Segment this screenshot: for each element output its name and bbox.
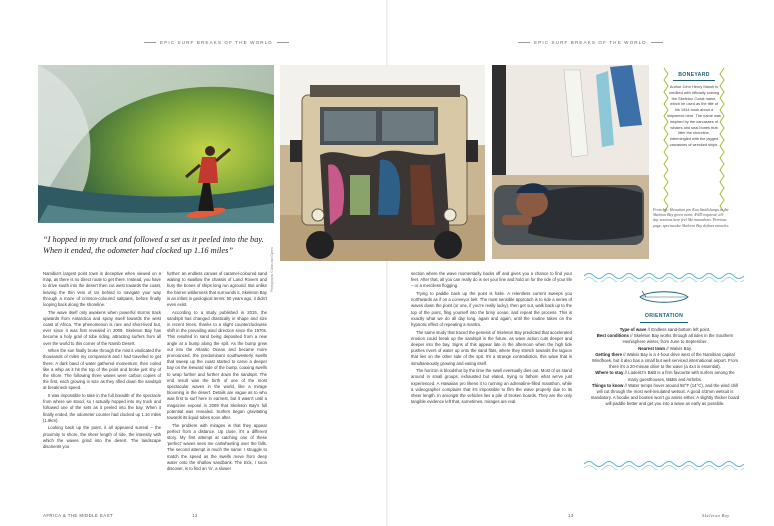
body-column-3 bbox=[411, 271, 572, 407]
photo-truck bbox=[280, 65, 485, 261]
paragraph: It was impossible to take in the full breadth of the spectacle from where we stood, so I actually hopped into my truck and followed one of the sets as it peeled into the bay. When it finally ended, the odometer counter had clocked up 1.16 miles (1.9km). bbox=[43, 393, 161, 423]
pull-quote: “I hopped in my truck and followed a set as it peeled into the bay. When it ended, the odometer had clocked up 1.16 miles” bbox=[43, 235, 264, 255]
body-column-2 bbox=[167, 271, 267, 474]
paragraph: Trying to paddle back up the point is futile. A relentless current sweeps you northwards as if on a conveyor belt. The most sensible approach is to ride a series of waves down the point (or one, if you're really lucky), then get out, walk back up to the top of the point, fling yourself into the briny ocean, and repeat the process. This is exactly what we do all day long, again and again, until the routine takes on the hypnotic effect of repeating a mantra. bbox=[411, 291, 572, 328]
running-head-right: EPIC SURF BREAKS OF THE WORLD bbox=[514, 40, 667, 45]
orientation-body bbox=[590, 327, 740, 408]
footer-section-left: AFRICA & THE MIDDLE EAST bbox=[43, 513, 114, 518]
paragraph: According to a study published in 2015, the sandspit has changed drastically in shape and size in recent times, thanks to a slight counterclockwise shift in the prevailing wind direction since the 1970s. This resulted in sand being deposited from a new angle at a bump along the spit. As the bump grew out into the Atlantic Ocean and became more pronounced, the predominant southwesterly swells that sweep up the coast started to carve a deeper bay on the leeward side of the bump, coaxing swells to wrap further and further down the sandspit. The end result was the birth of one of the most spectacular waves in the world, like a mirage blooming in the desert. Details are vague as to who was first to surf here in earnest, but it wasn't until a magazine exposé in 2009 that Skeleton Bay's full potential was revealed. Surfers began gravitating towards its liquid tubes soon after. bbox=[167, 309, 267, 421]
paragraph: Looking back up the point, it all appeared surreal – the proximity to shore, the sheer length of ride, the intensity with which the waves grind into the desert. The landscape disorients you bbox=[43, 425, 161, 450]
paragraph: further: an endless canvas of caramel-coloured sand waiting to swallow the chassis of Land Rovers and bury the bones of ships long run aground. But unlike the barren wilderness that surrounds it, Skeleton Bay is an infant in geological terms: 50 years ago, it didn't even exist. bbox=[167, 271, 267, 308]
running-head-left: EPIC SURF BREAKS OF THE WORLD bbox=[140, 40, 293, 45]
orientation-rule bbox=[640, 322, 688, 323]
body-column-1 bbox=[43, 271, 161, 452]
page-number-left: 12 bbox=[192, 513, 198, 518]
paragraph: The problem with mirages is that they appear perfect from a distance. Up close, it's a different story. My first attempt at catching one of these 'perfect' waves sees me cartwheeling over the falls. The second attempt is much the same: I struggle to match the speed as the swells move from deep water onto the shallow sandbank. The trick, I soon discover, is to find an 'in', a slower bbox=[167, 422, 267, 472]
surfboard-icon bbox=[636, 286, 692, 308]
photo-caption: From left: Hawaiian pro Koa Smith hangs in the Skeleton Bay green room; 4WD required; all-day sessions here feel like marathons. Previous page: spectacular Skeleton Bay defines miracles bbox=[653, 208, 729, 228]
wave-divider-top bbox=[584, 270, 744, 282]
photo-surfer-resting bbox=[492, 65, 649, 259]
orientation-entry: Best conditions // Skeleton Bay works through all tides in the Southern Hemisphere winter, from June to September. bbox=[596, 333, 734, 345]
boneyard-title: BONEYARD bbox=[678, 72, 710, 78]
footer-section-right: Skeleton Bay bbox=[702, 513, 730, 518]
paragraph: The wave itself only awakens when powerful storms track upwards from Antarctica and spray swell towards the west coast of Africa. The phenomenon is rare and short-lived but, ever since it was first revealed in 2009, Skeleton Bay has become a holy grail of tube riding, attracting surfers from all over the world to this corner of the Namib Desert. bbox=[43, 309, 161, 346]
photo-surfer-barrel bbox=[38, 65, 274, 223]
paragraph: section where the wave momentarily backs off and gives you a chance to find your feet. After that, all you can really do is set your line and hold on for the ride of your life – or a merciless flogging. bbox=[411, 271, 572, 289]
paragraph: The same study that traced the genesis of Skeleton Bay predicted that accelerated erosion could break up the sandspit in the future, as wave action cuts deeper and deeper into the bay. Signs of this appear late in the afternoon when the high tide pushes rivers of water up onto the sand flats, where they stretch towards the lagoon that lies on the other side of the spit. It's a strange contradiction, this wave that is simultaneously growing and eating itself. bbox=[411, 329, 572, 366]
orientation-entry: Things to know // Water temps hover around 58°F (14°C), and the wind chill will cut through the most well-insulated wetsuit. A good 4/3mm wetsuit is mandatory. A hoodie and booties won't go amiss either. A slightly thicker board will paddle better and get you into a wave as early as possible. bbox=[590, 382, 740, 407]
orientation-entry: Type of wave // Endless sand-bottom left point. bbox=[619, 327, 711, 332]
wave-divider-bottom bbox=[584, 458, 744, 470]
orientation-title: ORIENTATION bbox=[644, 313, 684, 319]
orientation-entry: Where to stay // Lüderitz's B&B is a firm favourite with surfers among the many guesthouses, B&Bs and Airbnbs. bbox=[595, 370, 735, 382]
sidebar-zigzag-border bbox=[662, 64, 726, 214]
paragraph: Namibia's largest point town is deceptive when viewed on a map, as there is no direct route to get there. Instead, you have to drive south into the desert then cut west towards the coast, leaving the thin vein of tar behind to navigate your way through a maze of crimson-coloured saltpans, before finally looping back along the shoreline. bbox=[43, 271, 161, 308]
boneyard-sidebar bbox=[662, 64, 726, 214]
orientation-entry: Nearest town // Walvis Bay. bbox=[638, 345, 692, 351]
paragraph: The horizon is bloodshot by the time the swell eventually dies out. Most of us stand around in small groups, exhausted but elated, trying to fathom what we've just experienced. A Hawaiian pro likens it to running an adrenaline-filled marathon, while a videographer complains that it's impossible to film the wave properly due to its sheer length. In amongst the vehicles lies a pile of broken boards. They are the only tangible evidence left that, sometimes, mirages are real. bbox=[411, 368, 572, 405]
orientation-entry: Getting there // Walvis Bay is a 4-hour drive west of the Namibian capital Windhoek, but it also has a small but well serviced international airport. From there it's a 20-minute drive to the wave (a 4x4 is essential). bbox=[591, 351, 739, 370]
paragraph: When the sun finally broke through the mist it vindicated the thousands of miles my companions and I had travelled to get there. A dark band of water gathered momentum, then coiled like a whip as it hit the top of the point and broke just shy of the shore. The following three waves were carbon copies of the first, each growing in size as they rifled down the sandspit at breakneck speed. bbox=[43, 348, 161, 391]
boneyard-text: Author John Henry Marsh is credited with officially coining the Skeleton Coast name, which he used as the title of his 1944 book about a shipwreck here. The name was inspired by the carcasses of whales and seal bones that litter the shoreline, intermingled with the jagged carcasses of wrecked ships. bbox=[667, 84, 721, 147]
photo-credit: Photographs © Alan van Gysen bbox=[270, 247, 274, 292]
page-number-right: 13 bbox=[568, 513, 574, 518]
